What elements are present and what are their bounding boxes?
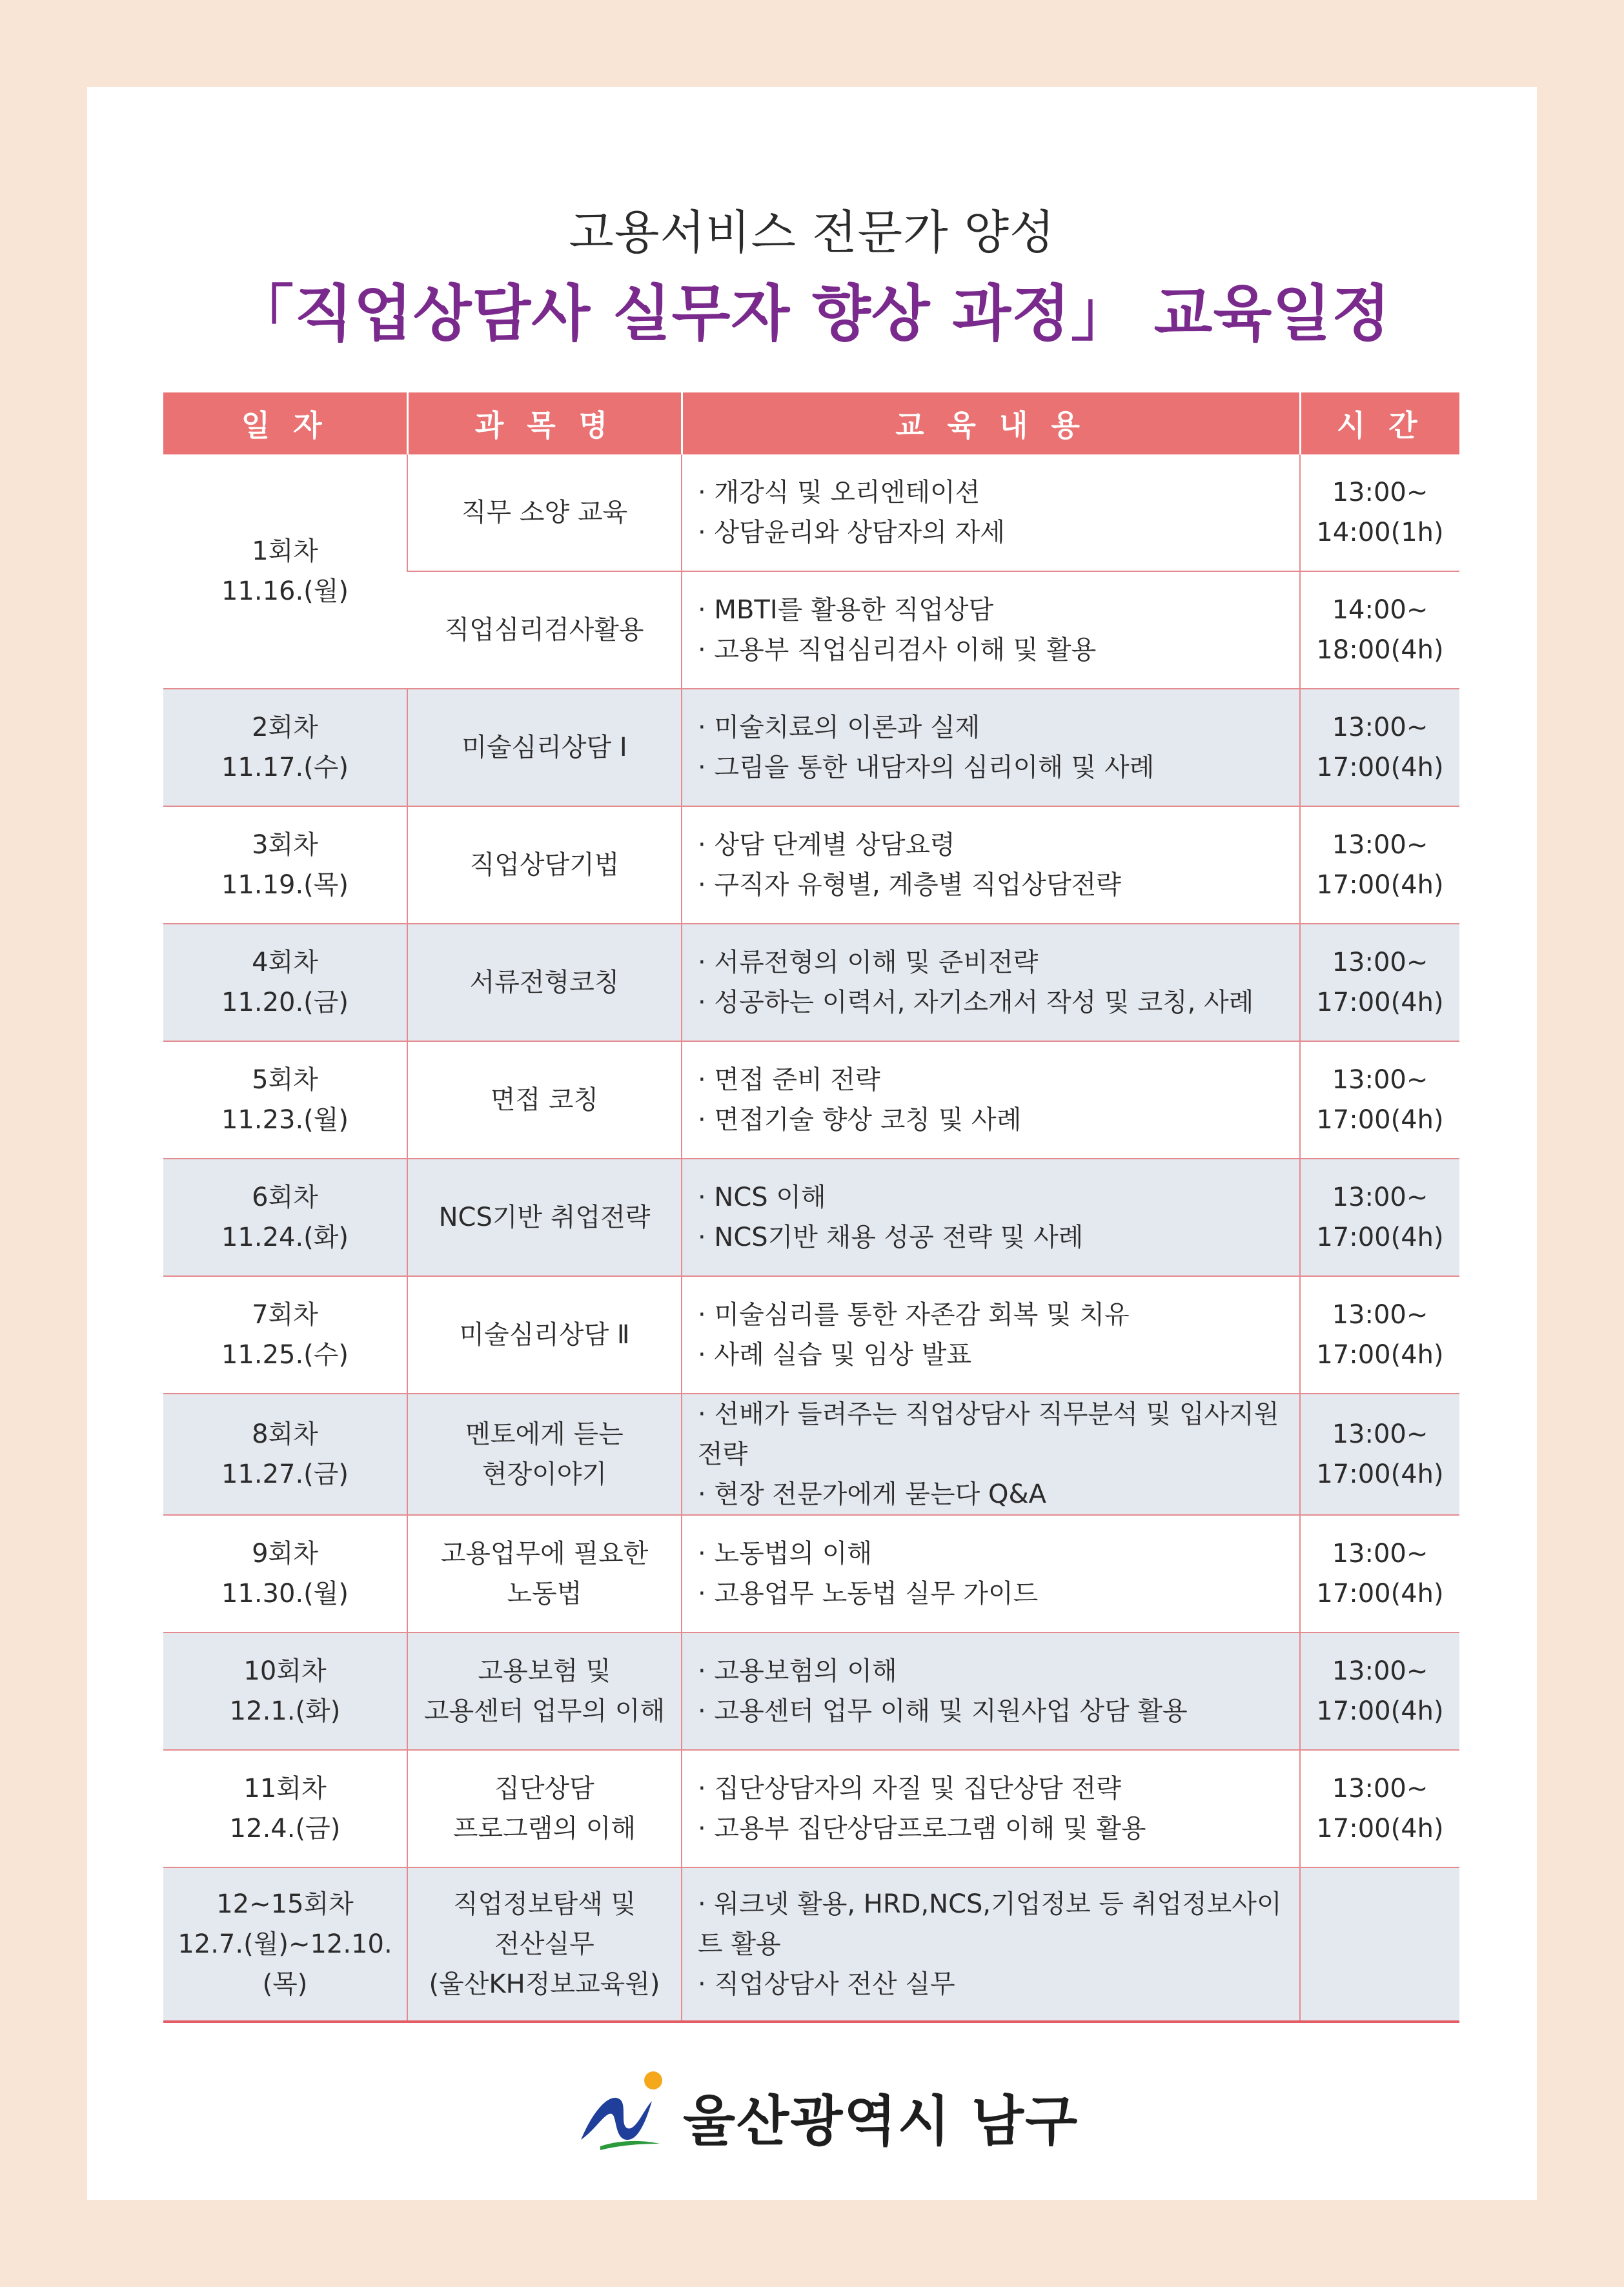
session-cell bbox=[163, 454, 407, 689]
content-line: · 미술심리를 통한 자존감 회복 및 치유 bbox=[698, 1300, 1130, 1330]
time-start: 14:00~ bbox=[1332, 595, 1428, 625]
time-cell bbox=[1300, 806, 1459, 924]
content-line: · 구직자 유형별, 계층별 직업상담전략 bbox=[698, 870, 1121, 900]
time-end: 17:00(4h) bbox=[1316, 870, 1444, 900]
session-date: 11.16.(월) bbox=[221, 576, 349, 606]
time-start: 13:00~ bbox=[1332, 1539, 1428, 1569]
content-line: · 상담윤리와 상담자의 자세 bbox=[698, 518, 1005, 547]
session-cell bbox=[163, 806, 407, 924]
time-cell bbox=[1300, 924, 1459, 1041]
content-cell bbox=[682, 1276, 1300, 1394]
session-number: 7회차 bbox=[252, 1300, 318, 1330]
time-end: 18:00(4h) bbox=[1316, 635, 1444, 665]
session-number: 9회차 bbox=[252, 1539, 318, 1569]
content-line: · 개강식 및 오리엔테이션 bbox=[698, 478, 980, 507]
table-row bbox=[163, 806, 1459, 924]
content-line: · 면접 준비 전략 bbox=[698, 1065, 880, 1095]
subject-line: 고용업무에 필요한 bbox=[440, 1539, 649, 1569]
content-line: · 서류전형의 이해 및 준비전략 bbox=[698, 948, 1039, 977]
time-cell bbox=[1300, 1750, 1459, 1867]
column-header-subject: 과 목 명 bbox=[407, 392, 682, 454]
session-date: 12.7.(월)~12.10.(목) bbox=[178, 1929, 392, 1999]
table-row bbox=[163, 1515, 1459, 1632]
table-row bbox=[163, 454, 1459, 571]
subject-line: 현장이야기 bbox=[482, 1459, 607, 1489]
content-cell bbox=[682, 1394, 1300, 1515]
content-cell bbox=[682, 924, 1300, 1041]
session-number: 10회차 bbox=[243, 1656, 327, 1686]
time-cell bbox=[1300, 689, 1459, 806]
subject-cell bbox=[407, 924, 682, 1041]
content-line: · 고용부 직업심리검사 이해 및 활용 bbox=[698, 635, 1097, 665]
content-line: · 그림을 통한 내담자의 심리이해 및 사례 bbox=[698, 753, 1155, 782]
session-date: 11.30.(월) bbox=[221, 1579, 349, 1609]
time-cell bbox=[1300, 571, 1459, 689]
time-end: 17:00(4h) bbox=[1316, 1459, 1444, 1489]
session-cell bbox=[163, 1159, 407, 1276]
content-cell bbox=[682, 1867, 1300, 2022]
subject-line: 고용보험 및 bbox=[478, 1656, 611, 1686]
subject-line: NCS기반 취업전략 bbox=[438, 1203, 651, 1232]
subject-cell bbox=[407, 806, 682, 924]
table-header-row bbox=[163, 392, 1459, 454]
time-end: 17:00(4h) bbox=[1316, 988, 1444, 1017]
schedule-table bbox=[163, 392, 1459, 2023]
content-cell bbox=[682, 454, 1300, 571]
session-cell bbox=[163, 1632, 407, 1750]
session-date: 11.17.(수) bbox=[221, 753, 349, 782]
session-cell bbox=[163, 1041, 407, 1159]
content-line: · 선배가 들려주는 직업상담사 직무분석 및 입사지원전략 bbox=[698, 1399, 1279, 1469]
subject-line: 면접 코칭 bbox=[490, 1085, 599, 1115]
session-cell bbox=[163, 1276, 407, 1394]
subject-line: 직업정보탐색 및 bbox=[452, 1889, 636, 1919]
session-date: 11.20.(금) bbox=[221, 988, 349, 1017]
subject-line: 미술심리상담 Ⅰ bbox=[462, 733, 627, 762]
session-date: 11.25.(수) bbox=[221, 1340, 349, 1370]
subject-line: 노동법 bbox=[507, 1579, 582, 1609]
table-row bbox=[163, 1159, 1459, 1276]
content-line: · 직업상담사 전산 실무 bbox=[698, 1969, 955, 1999]
session-number: 5회차 bbox=[252, 1065, 318, 1095]
session-date: 11.23.(월) bbox=[221, 1105, 349, 1135]
session-date: 12.1.(화) bbox=[229, 1696, 341, 1726]
table-row bbox=[163, 689, 1459, 806]
session-number: 8회차 bbox=[252, 1419, 318, 1449]
session-cell bbox=[163, 1750, 407, 1867]
district-name: 울산광역시 남구 bbox=[683, 2089, 1079, 2153]
content-line: · 상담 단계별 상담요령 bbox=[698, 830, 955, 860]
content-line: · 사례 실습 및 임상 발표 bbox=[698, 1340, 972, 1370]
content-cell bbox=[682, 1159, 1300, 1276]
session-date: 11.24.(화) bbox=[221, 1223, 349, 1252]
time-start: 13:00~ bbox=[1332, 1065, 1428, 1095]
session-date: 11.27.(금) bbox=[221, 1459, 349, 1489]
table-row bbox=[163, 1276, 1459, 1394]
content-line: · 집단상담자의 자질 및 집단상담 전략 bbox=[698, 1774, 1121, 1804]
content-cell bbox=[682, 1041, 1300, 1159]
time-cell bbox=[1300, 1867, 1459, 2022]
session-cell bbox=[163, 1394, 407, 1515]
district-logo bbox=[574, 2064, 1079, 2154]
content-line: · 노동법의 이해 bbox=[698, 1539, 872, 1569]
time-cell bbox=[1300, 1159, 1459, 1276]
session-number: 3회차 bbox=[252, 830, 318, 860]
time-cell bbox=[1300, 1276, 1459, 1394]
subject-cell bbox=[407, 1750, 682, 1867]
content-line: · 고용업무 노동법 실무 가이드 bbox=[698, 1579, 1039, 1609]
time-end: 17:00(4h) bbox=[1316, 1223, 1444, 1252]
subject-line: 멘토에게 듣는 bbox=[465, 1419, 624, 1449]
table-row bbox=[163, 1750, 1459, 1867]
subject-line: 서류전형코칭 bbox=[469, 968, 620, 997]
time-cell bbox=[1300, 454, 1459, 571]
subject-cell bbox=[407, 1276, 682, 1394]
subject-cell bbox=[407, 1632, 682, 1750]
column-header-time: 시 간 bbox=[1300, 392, 1459, 454]
time-end: 17:00(4h) bbox=[1316, 1696, 1444, 1726]
session-number: 12~15회차 bbox=[216, 1889, 354, 1919]
table-row bbox=[163, 1632, 1459, 1750]
time-end: 17:00(4h) bbox=[1316, 1579, 1444, 1609]
time-start: 13:00~ bbox=[1332, 1656, 1428, 1686]
time-end: 17:00(4h) bbox=[1316, 1814, 1444, 1844]
content-cell bbox=[682, 1750, 1300, 1867]
content-line: · 고용부 집단상담프로그램 이해 및 활용 bbox=[698, 1814, 1146, 1844]
content-cell bbox=[682, 1632, 1300, 1750]
table-row bbox=[163, 924, 1459, 1041]
session-number: 4회차 bbox=[252, 948, 318, 977]
table-row bbox=[163, 1867, 1459, 2022]
content-line: · NCS기반 채용 성공 전략 및 사례 bbox=[698, 1223, 1084, 1252]
content-line: · 면접기술 향상 코칭 및 사례 bbox=[698, 1105, 1022, 1135]
session-cell bbox=[163, 1515, 407, 1632]
content-cell bbox=[682, 806, 1300, 924]
time-end: 17:00(4h) bbox=[1316, 1340, 1444, 1370]
content-line: · NCS 이해 bbox=[698, 1183, 826, 1212]
column-header-content: 교 육 내 용 bbox=[682, 392, 1300, 454]
table-row bbox=[163, 1041, 1459, 1159]
time-start: 13:00~ bbox=[1332, 713, 1428, 742]
session-cell bbox=[163, 1867, 407, 2022]
subject-line: (울산KH정보교육원) bbox=[429, 1969, 660, 1999]
content-line: · 고용센터 업무 이해 및 지원사업 상담 활용 bbox=[698, 1696, 1188, 1726]
session-number: 6회차 bbox=[252, 1183, 318, 1212]
subject-line: 프로그램의 이해 bbox=[452, 1814, 636, 1844]
time-cell bbox=[1300, 1041, 1459, 1159]
session-number: 2회차 bbox=[252, 713, 318, 742]
time-end: 17:00(4h) bbox=[1316, 1105, 1444, 1135]
column-header-date: 일 자 bbox=[163, 392, 407, 454]
content-line: · 고용보험의 이해 bbox=[698, 1656, 897, 1686]
subject-cell bbox=[407, 571, 682, 689]
content-cell bbox=[682, 1515, 1300, 1632]
session-number: 11회차 bbox=[243, 1774, 327, 1804]
subject-line: 고용센터 업무의 이해 bbox=[423, 1696, 665, 1726]
subject-cell bbox=[407, 1041, 682, 1159]
content-line: · 미술치료의 이론과 실제 bbox=[698, 713, 980, 742]
time-start: 13:00~ bbox=[1332, 478, 1428, 507]
poster-sheet bbox=[87, 87, 1537, 2200]
time-start: 13:00~ bbox=[1332, 1774, 1428, 1804]
subject-line: 직무 소양 교육 bbox=[461, 498, 628, 527]
table-row bbox=[163, 1394, 1459, 1515]
session-date: 11.19.(목) bbox=[221, 870, 349, 900]
time-cell bbox=[1300, 1515, 1459, 1632]
time-end: 17:00(4h) bbox=[1316, 753, 1444, 782]
subject-line: 집단상담 bbox=[494, 1774, 594, 1804]
time-cell bbox=[1300, 1394, 1459, 1515]
subject-cell bbox=[407, 1394, 682, 1515]
content-cell bbox=[682, 689, 1300, 806]
content-line: · 성공하는 이력서, 자기소개서 작성 및 코칭, 사례 bbox=[698, 988, 1254, 1017]
poster-title: 「직업상담사 실무자 향상 과정」 교육일정 bbox=[233, 279, 1391, 349]
subject-cell bbox=[407, 1867, 682, 2022]
subject-line: 직업심리검사활용 bbox=[444, 615, 644, 645]
content-line: · 워크넷 활용, HRD,NCS,기업정보 등 취업정보사이트 활용 bbox=[698, 1889, 1282, 1959]
time-start: 13:00~ bbox=[1332, 948, 1428, 977]
content-cell bbox=[682, 571, 1300, 689]
subject-line: 직업상담기법 bbox=[469, 850, 620, 880]
time-start: 13:00~ bbox=[1332, 1419, 1428, 1449]
content-line: · 현장 전문가에게 묻는다 Q&A bbox=[698, 1479, 1047, 1509]
session-cell bbox=[163, 689, 407, 806]
subject-cell bbox=[407, 454, 682, 571]
session-date: 12.4.(금) bbox=[229, 1814, 341, 1844]
time-start: 13:00~ bbox=[1332, 830, 1428, 860]
content-line: · MBTI를 활용한 직업상담 bbox=[698, 595, 994, 625]
subject-cell bbox=[407, 1515, 682, 1632]
subject-line: 미술심리상담 Ⅱ bbox=[459, 1320, 630, 1350]
subject-cell bbox=[407, 689, 682, 806]
time-start: 13:00~ bbox=[1332, 1300, 1428, 1330]
ulsan-namgu-emblem-icon bbox=[574, 2064, 671, 2154]
time-cell bbox=[1300, 1632, 1459, 1750]
poster-subtitle: 고용서비스 전문가 양성 bbox=[569, 205, 1055, 259]
session-cell bbox=[163, 924, 407, 1041]
subject-cell bbox=[407, 1159, 682, 1276]
time-start: 13:00~ bbox=[1332, 1183, 1428, 1212]
time-end: 14:00(1h) bbox=[1316, 518, 1444, 547]
session-number: 1회차 bbox=[252, 536, 318, 566]
subject-line: 전산실무 bbox=[494, 1929, 594, 1959]
